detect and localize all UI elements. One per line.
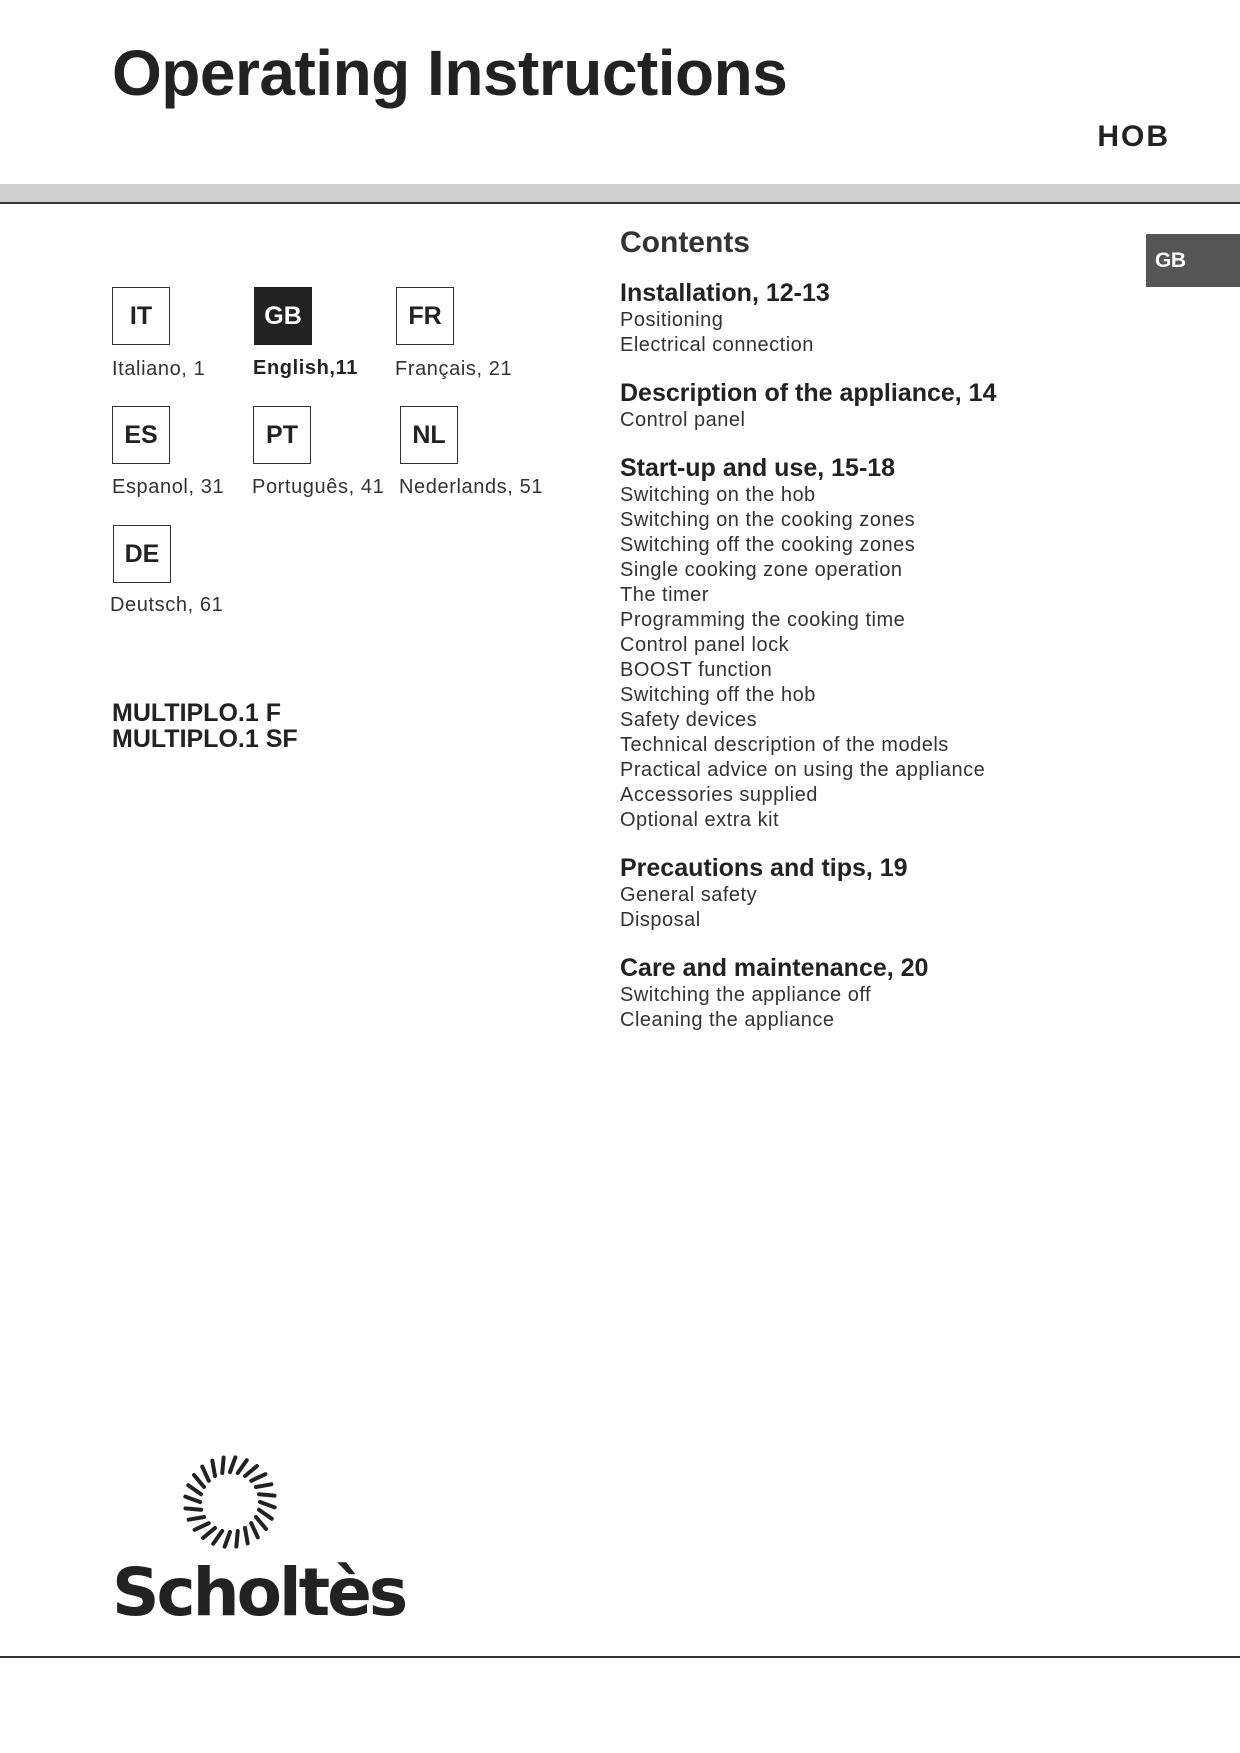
contents-title: Contents — [620, 226, 750, 259]
toc-section-care — [620, 953, 1140, 1033]
toc-item: Cleaning the appliance — [620, 1009, 835, 1031]
toc-section-start-up — [620, 453, 1140, 833]
model-list — [112, 700, 298, 752]
header-band — [0, 184, 1240, 204]
toc-heading: Description of the appliance, 14 — [620, 379, 997, 407]
sun-burst-icon — [180, 1452, 280, 1552]
toc-item: Switching on the cooking zones — [620, 509, 916, 531]
toc-item: The timer — [620, 584, 709, 606]
toc-item: Single cooking zone operation — [620, 559, 903, 581]
toc-heading: Care and maintenance, 20 — [620, 954, 929, 982]
toc-section-precautions — [620, 853, 1140, 933]
toc-heading: Precautions and tips, 19 — [620, 854, 908, 882]
lang-box-nl: NL — [400, 406, 458, 464]
toc-item: Technical description of the models — [620, 734, 949, 756]
toc-item: Disposal — [620, 909, 701, 931]
lang-box-de: DE — [113, 525, 171, 583]
toc-item: Optional extra kit — [620, 809, 780, 831]
lang-label-nl: Nederlands, 51 — [399, 476, 544, 498]
model-name: MULTIPLO.1 F — [112, 699, 281, 727]
brand-logo: Scholtès — [112, 1554, 406, 1631]
lang-label-pt: Português, 41 — [252, 476, 385, 498]
lang-box-gb: GB — [254, 287, 312, 345]
page-title: Operating Instructions — [112, 37, 788, 109]
toc-item: Practical advice on using the appliance — [620, 759, 986, 781]
toc-item: Switching off the cooking zones — [620, 534, 916, 556]
toc-item: Switching the appliance off — [620, 984, 872, 1006]
lang-label-it: Italiano, 1 — [112, 358, 206, 380]
toc-item: Electrical connection — [620, 334, 814, 356]
toc-section-installation — [620, 278, 1140, 358]
toc-heading: Start-up and use, 15-18 — [620, 454, 896, 482]
toc-item: Programming the cooking time — [620, 609, 906, 631]
footer-rule — [0, 1656, 1240, 1658]
toc-item: Accessories supplied — [620, 784, 818, 806]
lang-box-it: IT — [112, 287, 170, 345]
toc-item: Switching on the hob — [620, 484, 816, 506]
toc-heading: Installation, 12-13 — [620, 279, 830, 307]
toc-item: Safety devices — [620, 709, 758, 731]
table-of-contents — [620, 226, 1140, 1053]
lang-box-pt: PT — [253, 406, 311, 464]
toc-item: BOOST function — [620, 659, 773, 681]
model-name: MULTIPLO.1 SF — [112, 725, 298, 753]
product-type: HOB — [1097, 120, 1170, 153]
lang-label-gb: English,11 — [253, 357, 358, 379]
language-tab-gb: GB — [1146, 234, 1240, 287]
lang-label-es: Espanol, 31 — [112, 476, 225, 498]
lang-box-fr: FR — [396, 287, 454, 345]
toc-item: Switching off the hob — [620, 684, 816, 706]
toc-item: Positioning — [620, 309, 724, 331]
toc-item: General safety — [620, 884, 758, 906]
lang-box-es: ES — [112, 406, 170, 464]
toc-item: Control panel lock — [620, 634, 790, 656]
toc-section-description — [620, 378, 1140, 433]
lang-label-fr: Français, 21 — [395, 358, 513, 380]
toc-item: Control panel — [620, 409, 746, 431]
lang-label-de: Deutsch, 61 — [110, 594, 224, 616]
